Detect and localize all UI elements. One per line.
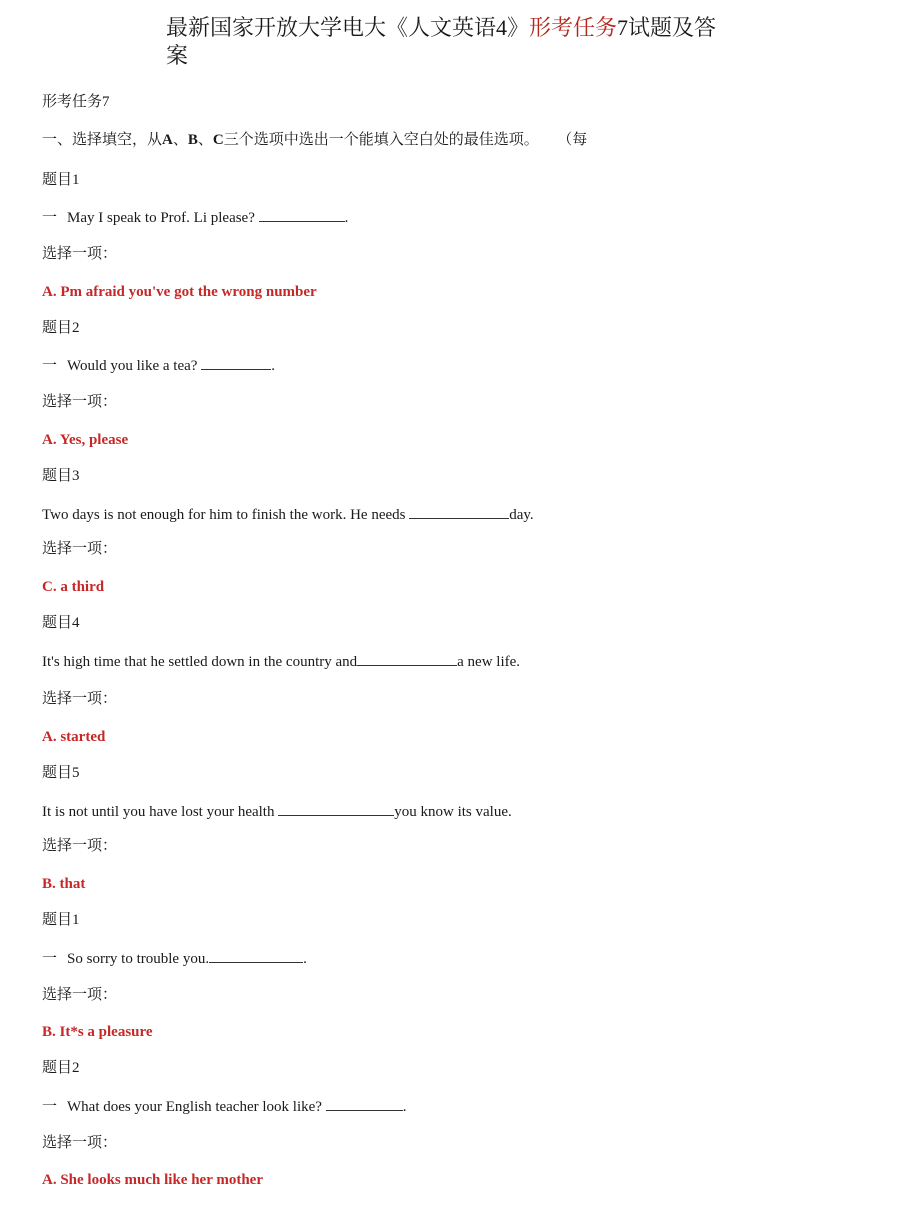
answer-blank xyxy=(278,801,394,816)
question-label: 题目3 xyxy=(42,468,80,484)
question-text: 一 Would you like a tea? . xyxy=(42,355,275,376)
title-text-highlight: 形考任务 xyxy=(529,15,618,40)
task-label: 形考任务7 xyxy=(42,94,110,110)
question-label: 题目4 xyxy=(42,615,80,631)
answer-option: A. Pm afraid you've got the wrong number xyxy=(42,284,317,300)
answer-blank xyxy=(209,948,303,963)
title-text: 最新国家开放大学电大《人文英语4》 xyxy=(166,15,530,40)
question-label: 题目2 xyxy=(42,320,80,336)
choose-label: 选择一项： xyxy=(42,1135,118,1151)
question-text: It is not until you have lost your health you know its value. xyxy=(42,801,512,822)
document-title xyxy=(166,14,726,70)
instruction: 一、选择填空，从A、B、C三个选项中选出一个能填入空白处的最佳选项。 （每 xyxy=(42,132,588,148)
choose-label: 选择一项： xyxy=(42,246,118,262)
answer-option: A. Yes, please xyxy=(42,432,129,448)
question-text: It's high time that he settled down in the country and a new life. xyxy=(42,651,520,672)
question-label: 题目5 xyxy=(42,765,80,781)
answer-blank xyxy=(259,207,345,222)
question-label: 题目1 xyxy=(42,172,80,188)
answer-blank xyxy=(357,651,457,666)
answer-blank xyxy=(201,355,271,370)
choose-label: 选择一项： xyxy=(42,987,118,1003)
question-text: 一 May I speak to Prof. Li please? . xyxy=(42,207,348,228)
question-label: 题目1 xyxy=(42,912,80,928)
answer-option: B. that xyxy=(42,876,86,892)
question-text: Two days is not enough for him to finish the work. He needs day. xyxy=(42,504,534,525)
question-label: 题目2 xyxy=(42,1060,80,1076)
question-text: 一 What does your English teacher look like? . xyxy=(42,1096,406,1117)
choose-label: 选择一项： xyxy=(42,838,118,854)
choose-label: 选择一项： xyxy=(42,691,118,707)
answer-blank xyxy=(409,504,509,519)
choose-label: 选择一项： xyxy=(42,541,118,557)
answer-option: A. She looks much like her mother xyxy=(42,1172,263,1188)
choose-label: 选择一项： xyxy=(42,394,118,410)
answer-option: B. It*s a pleasure xyxy=(42,1024,153,1040)
answer-blank xyxy=(326,1096,403,1111)
answer-option: C. a third xyxy=(42,579,105,595)
answer-option: A. started xyxy=(42,729,106,745)
title-text-end: 7试题及答案 xyxy=(166,15,717,68)
question-text: 一 So sorry to trouble you. . xyxy=(42,948,307,969)
